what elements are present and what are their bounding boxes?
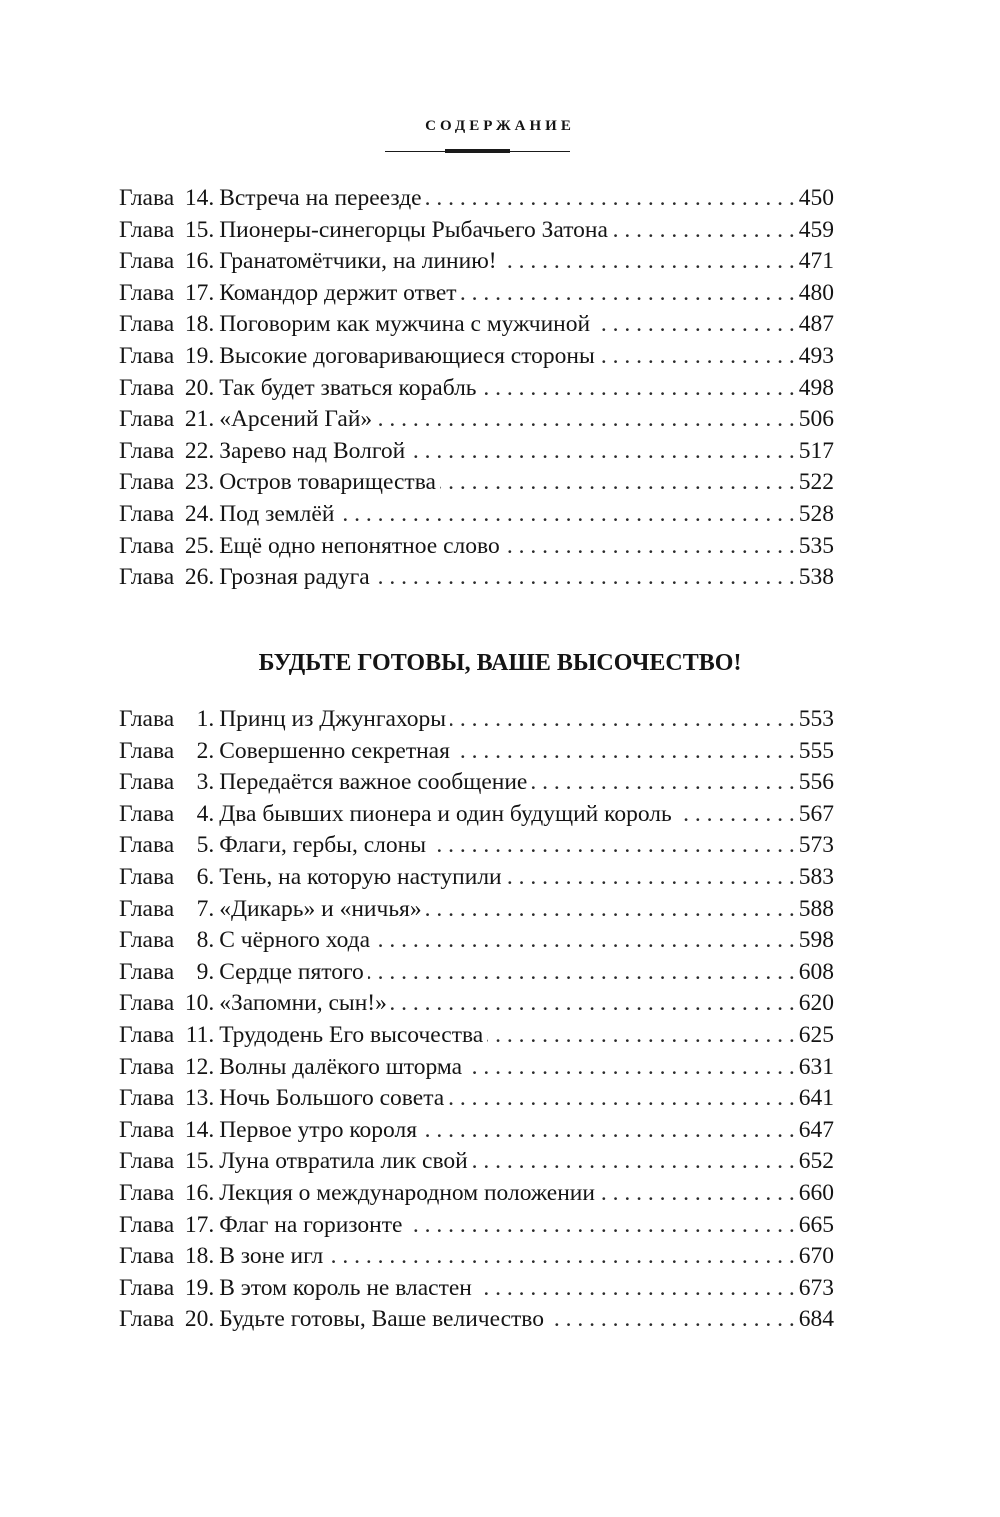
chapter-title: «Запомни, сын!»: [219, 990, 387, 1017]
toc-entry: [119, 957, 834, 989]
chapter-number: 26.: [184, 564, 215, 591]
dot-leader: [531, 767, 794, 799]
chapter-word: Глава: [119, 737, 175, 764]
chapter-title: Встреча на переезде: [219, 185, 422, 211]
page-number: 625: [798, 1021, 834, 1048]
page-number: 555: [798, 737, 834, 764]
page-number: 535: [798, 532, 834, 559]
toc-entry: [119, 736, 834, 768]
page-number: 652: [798, 1148, 834, 1175]
chapter-word: Глава: [119, 1053, 175, 1080]
chapter-title: Волны далёкого шторма: [219, 1053, 463, 1080]
dot-leader: [450, 704, 795, 736]
toc-entry: [119, 499, 834, 531]
chapter-title: Пионеры-синегорцы Рыбачьего Затона: [219, 216, 608, 243]
chapter-number: 14.: [184, 1116, 215, 1143]
page-number: 598: [798, 927, 834, 954]
chapter-number: 2.: [196, 737, 215, 764]
dot-leader: [481, 373, 795, 405]
chapter-word: Глава: [119, 1085, 175, 1112]
chapter-title: Первое утро короля: [219, 1116, 418, 1143]
chapter-word: Глава: [119, 406, 175, 433]
chapter-title: Передаётся важное сообщение: [219, 769, 528, 796]
toc-entry: [119, 467, 834, 499]
chapter-number: 18.: [184, 1243, 215, 1270]
dot-leader: [448, 1083, 795, 1115]
toc-entry: [119, 1115, 834, 1147]
dot-leader: [426, 894, 795, 926]
dot-leader: [466, 1052, 795, 1084]
chapter-word: Глава: [119, 1116, 175, 1143]
dot-leader: [487, 1020, 795, 1052]
page-number: 498: [798, 374, 834, 401]
page-number: 517: [798, 437, 834, 464]
dot-leader: [506, 862, 795, 894]
toc-entry: [119, 341, 834, 373]
chapter-title: Сердце пятого: [219, 958, 364, 985]
chapter-word: Глава: [119, 1274, 175, 1301]
chapter-word: Глава: [119, 532, 175, 559]
chapter-number: 9.: [196, 958, 215, 985]
chapter-title: Флаг на горизонте: [219, 1211, 403, 1238]
page-number: 493: [798, 342, 834, 369]
dot-leader: [476, 1273, 795, 1305]
chapter-word: Глава: [119, 216, 175, 243]
toc-entry: [119, 373, 834, 405]
dot-leader: [327, 1241, 794, 1273]
chapter-word: Глава: [119, 1179, 175, 1206]
chapter-word: Глава: [119, 1211, 175, 1238]
chapter-number: 23.: [184, 469, 215, 496]
chapter-title: Поговорим как мужчина с мужчиной: [219, 311, 591, 338]
chapter-number: 11.: [185, 1021, 215, 1048]
page-number: 608: [798, 958, 834, 985]
toc-entry: [119, 246, 834, 278]
chapter-word: Глава: [119, 437, 175, 464]
toc-entry: [119, 215, 834, 247]
chapter-word: Глава: [119, 769, 175, 796]
chapter-title: Флаги, гербы, слоны: [219, 832, 426, 859]
toc-entry: [119, 531, 834, 563]
page-number: 522: [798, 469, 834, 496]
chapter-number: 19.: [184, 342, 215, 369]
chapter-word: Глава: [119, 990, 175, 1017]
chapter-word: Глава: [119, 1306, 175, 1333]
chapter-number: 6.: [196, 863, 215, 890]
page-number: 641: [798, 1085, 834, 1112]
chapter-number: 13.: [184, 1085, 215, 1112]
chapter-number: 18.: [184, 311, 215, 338]
dot-leader: [676, 799, 795, 831]
chapter-number: 7.: [196, 895, 215, 922]
page-number: 660: [798, 1179, 834, 1206]
page-number: 538: [798, 564, 834, 591]
dot-leader: [454, 736, 795, 768]
chapter-number: 16.: [184, 248, 215, 275]
chapter-title: Гранатомётчики, на линию!: [219, 248, 497, 275]
dot-leader: [374, 925, 795, 957]
chapter-title: Трудодень Его высочества: [219, 1021, 484, 1048]
dot-leader: [406, 1210, 794, 1242]
dot-leader: [504, 531, 795, 563]
toc-entry: [119, 1146, 834, 1178]
dot-leader: [594, 309, 795, 341]
chapter-title: Принц из Джунгахоры: [219, 706, 447, 732]
chapter-number: 20.: [184, 1306, 215, 1333]
chapter-word: Глава: [119, 311, 175, 338]
chapter-word: Глава: [119, 927, 175, 954]
dot-leader: [376, 404, 795, 436]
page-number: 553: [798, 706, 834, 732]
chapter-word: Глава: [119, 832, 175, 859]
dot-leader: [548, 1304, 795, 1336]
chapter-title: Командор держит ответ: [219, 279, 457, 306]
toc-entry: [119, 704, 834, 736]
page-number: 450: [798, 185, 834, 211]
page-number: 583: [798, 863, 834, 890]
dot-leader: [426, 183, 795, 215]
chapter-number: 25.: [184, 532, 215, 559]
toc-entry: [119, 309, 834, 341]
chapter-title: Два бывших пионера и один будущий король: [219, 800, 672, 827]
chapter-word: Глава: [119, 374, 175, 401]
page-number: 506: [798, 406, 834, 433]
page-number: 588: [798, 895, 834, 922]
toc-entry: [119, 404, 834, 436]
dot-leader: [409, 436, 795, 468]
chapter-title: Так будет зваться корабль: [219, 374, 477, 401]
chapter-number: 19.: [184, 1274, 215, 1301]
toc-entry: [119, 799, 834, 831]
chapter-word: Глава: [119, 1021, 175, 1048]
chapter-title: Лекция о международном положении: [219, 1179, 595, 1206]
chapter-number: 20.: [184, 374, 215, 401]
chapter-word: Глава: [119, 342, 175, 369]
chapter-word: Глава: [119, 248, 175, 275]
dot-leader: [501, 246, 795, 278]
toc-entry: [119, 1083, 834, 1115]
toc-entry: [119, 183, 834, 215]
chapter-word: Глава: [119, 800, 175, 827]
chapter-number: 5.: [196, 832, 215, 859]
page-number: 487: [798, 311, 834, 338]
chapter-number: 17.: [184, 279, 215, 306]
chapter-title: Под землёй: [219, 500, 335, 527]
chapter-title: «Арсений Гай»: [219, 406, 373, 433]
chapter-word: Глава: [119, 469, 175, 496]
chapter-title: Остров товарищества: [219, 469, 436, 496]
page-number: 528: [798, 500, 834, 527]
chapter-number: 22.: [184, 437, 215, 464]
toc-entry: [119, 1210, 834, 1242]
chapter-number: 8.: [196, 927, 215, 954]
chapter-number: 17.: [184, 1211, 215, 1238]
dot-leader: [374, 562, 795, 594]
chapter-title: Высокие договаривающиеся стороны: [219, 342, 595, 369]
chapter-word: Глава: [119, 895, 175, 922]
chapter-number: 4.: [196, 800, 215, 827]
toc-entry: [119, 562, 834, 594]
dot-leader: [472, 1146, 795, 1178]
chapter-word: Глава: [119, 564, 175, 591]
chapter-number: 14.: [184, 185, 215, 211]
chapter-number: 21.: [184, 406, 215, 433]
chapter-word: Глава: [119, 500, 175, 527]
chapter-number: 15.: [184, 1148, 215, 1175]
toc-entry: [119, 1052, 834, 1084]
toc-entry: [119, 436, 834, 468]
chapter-title: Ещё одно непонятное слово: [219, 532, 500, 559]
page-number: 631: [798, 1053, 834, 1080]
toc-entry: [119, 830, 834, 862]
toc-entry: [119, 862, 834, 894]
chapter-title: Зарево над Волгой: [219, 437, 406, 464]
page-number: 620: [798, 990, 834, 1017]
dot-leader: [338, 499, 794, 531]
chapter-title: Совершенно секретная: [219, 737, 450, 764]
toc-entry: [119, 1178, 834, 1210]
chapter-number: 24.: [184, 500, 215, 527]
chapter-title: Тень, на которую наступили: [219, 863, 502, 890]
dot-leader: [599, 1178, 795, 1210]
toc-entry: [119, 925, 834, 957]
page-number: 670: [798, 1243, 834, 1270]
dot-leader: [612, 215, 795, 247]
toc-entry: [119, 278, 834, 310]
toc-list-part2: [119, 704, 834, 1336]
chapter-word: Глава: [119, 279, 175, 306]
page-number: 459: [798, 216, 834, 243]
chapter-word: Глава: [119, 185, 175, 211]
chapter-title: «Дикарь» и «ничья»: [219, 895, 422, 922]
chapter-number: 12.: [184, 1053, 215, 1080]
toc-entry: [119, 767, 834, 799]
chapter-number: 3.: [196, 769, 215, 796]
dot-leader: [599, 341, 795, 373]
chapter-number: 10.: [184, 990, 215, 1017]
chapter-title: С чёрного хода: [219, 927, 371, 954]
toc-list-part1: [119, 183, 834, 594]
dot-leader: [461, 278, 795, 310]
chapter-word: Глава: [119, 1148, 175, 1175]
toc-entry: [119, 894, 834, 926]
dot-leader: [440, 467, 795, 499]
chapter-title: Ночь Большого совета: [219, 1085, 445, 1112]
chapter-number: 1.: [196, 706, 215, 732]
chapter-word: Глава: [119, 706, 175, 732]
chapter-title: В зоне игл: [219, 1243, 324, 1270]
chapter-title: Будьте готовы, Ваше величество: [219, 1306, 544, 1333]
toc-entry: [119, 1304, 834, 1336]
toc-entry: [119, 988, 834, 1020]
page-number: 471: [798, 248, 834, 275]
dot-leader: [430, 830, 795, 862]
header-rule-accent: [445, 149, 510, 153]
page-number: 480: [798, 279, 834, 306]
chapter-title: Грозная радуга: [219, 564, 370, 591]
page-number: 647: [798, 1116, 834, 1143]
page-number: 673: [798, 1274, 834, 1301]
running-head-title: СОДЕРЖАНИЕ: [425, 118, 575, 134]
chapter-word: Глава: [119, 1243, 175, 1270]
chapter-number: 15.: [184, 216, 215, 243]
chapter-title: Луна отвратила лик свой: [219, 1148, 468, 1175]
page-number: 573: [798, 832, 834, 859]
dot-leader: [391, 988, 795, 1020]
section-title: БУДЬТЕ ГОТОВЫ, ВАШЕ ВЫСОЧЕСТВО!: [258, 650, 742, 676]
chapter-number: 16.: [184, 1179, 215, 1206]
toc-entry: [119, 1020, 834, 1052]
page-number: 684: [798, 1306, 834, 1333]
page-number: 665: [798, 1211, 834, 1238]
toc-entry: [119, 1241, 834, 1273]
page-number: 567: [798, 800, 834, 827]
dot-leader: [421, 1115, 795, 1147]
chapter-title: В этом король не властен: [219, 1274, 472, 1301]
chapter-word: Глава: [119, 958, 175, 985]
chapter-word: Глава: [119, 863, 175, 890]
page-number: 556: [798, 769, 834, 796]
toc-entry: [119, 1273, 834, 1305]
dot-leader: [368, 957, 795, 989]
